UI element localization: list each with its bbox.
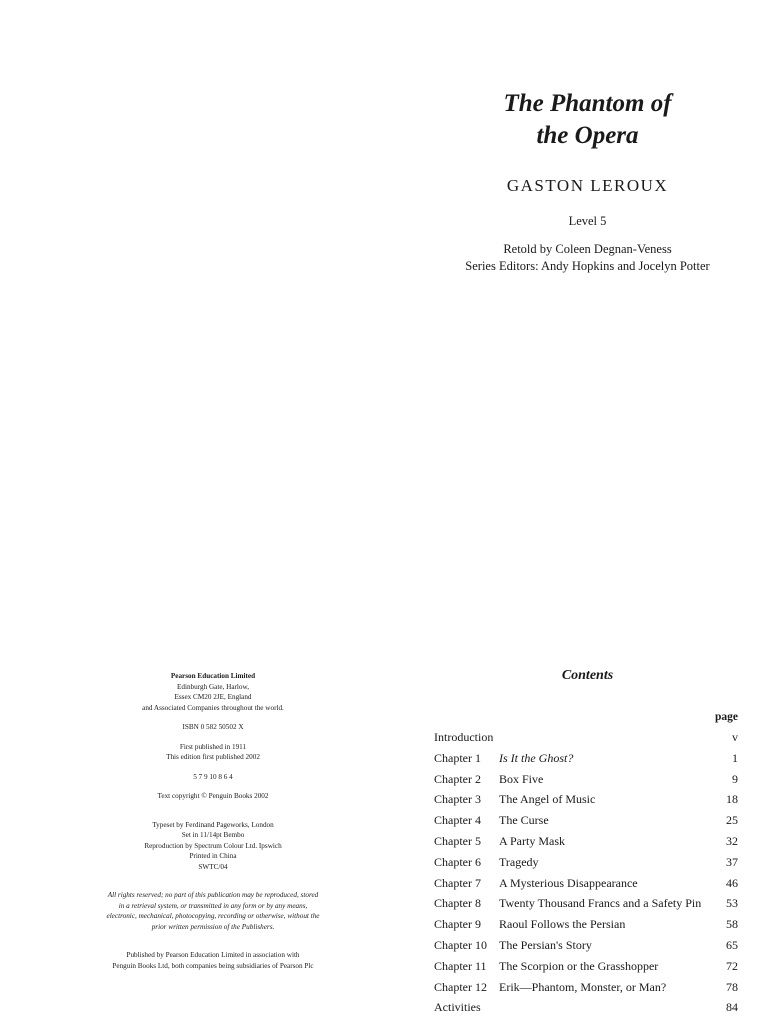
association-note: Penguin Books Ltd, both companies being subsidiaries of Pearson Plc [112, 961, 314, 970]
toc-chapter-title: The Angel of Music [499, 792, 596, 807]
printed-in: Printed in China [189, 852, 237, 860]
rights-line: All rights reserved; no part of this publication may be reproduced, stored [107, 891, 319, 899]
toc-entry-chapter-12 [434, 977, 738, 998]
toc-chapter-title: The Persian's Story [499, 937, 592, 952]
publisher-address-line: Edinburgh Gate, Harlow, [176, 682, 250, 691]
rights-line: electronic, mechanical, photocopying, recording or otherwise, without the [106, 912, 320, 920]
toc-page-number: v [732, 730, 738, 744]
toc-chapter-title: Box Five [499, 771, 544, 786]
toc-chapter-label: Chapter 5 [434, 833, 481, 848]
isbn: ISBN 0 582 50502 X [182, 723, 244, 731]
toc-chapter-title: Raoul Follows the Persian [499, 917, 626, 932]
series-editors: Series Editors: Andy Hopkins and Jocelyn Potter [465, 259, 710, 273]
toc-chapter-title: The Scorpion or the Grasshopper [499, 958, 659, 973]
toc-entry-chapter-7 [434, 873, 738, 894]
edition-note: This edition first published 2002 [166, 753, 260, 761]
toc-page-number: 65 [726, 937, 738, 952]
publisher-address-line: Essex CM20 2JE, England [174, 693, 252, 701]
toc-chapter-title: Erik—Phantom, Monster, or Man? [499, 979, 667, 994]
toc-page-number: 37 [726, 854, 738, 869]
toc-entry-chapter-11 [434, 956, 738, 977]
toc-chapter-title: A Party Mask [499, 833, 565, 848]
toc-entry-chapter-10 [434, 935, 738, 956]
title-page [440, 88, 735, 275]
reading-level: Level 5 [568, 214, 607, 228]
toc-entry-chapter-3 [434, 789, 738, 810]
toc-chapter-title: Tragedy [499, 854, 539, 869]
print-run: 5 7 9 10 8 6 4 [193, 772, 233, 781]
table-of-contents [434, 727, 738, 1018]
toc-page-number: 1 [732, 750, 738, 765]
copyright: Text copyright © Penguin Books 2002 [157, 792, 269, 800]
toc-page-number: 46 [726, 875, 738, 890]
toc-chapter-title: Twenty Thousand Francs and a Safety Pin [499, 896, 702, 911]
author-name: GASTON LEROUX [506, 176, 669, 195]
book-title-line-2: the Opera [536, 122, 639, 149]
toc-page-number: 18 [726, 792, 738, 807]
association-note: Published by Pearson Education Limited in association with [126, 951, 300, 959]
toc-page-number: 9 [732, 771, 738, 786]
imprint-block [88, 671, 338, 971]
toc-chapter-label: Introduction [434, 730, 494, 744]
print-code: SWTC/04 [198, 862, 228, 871]
rights-line: prior written permission of the Publishers. [151, 922, 275, 931]
toc-chapter-label: Chapter 1 [434, 750, 481, 765]
contents-heading: Contents [561, 668, 614, 683]
toc-page-number: 84 [726, 1000, 738, 1015]
toc-page-number: 78 [726, 979, 738, 994]
toc-chapter-title: The Curse [499, 813, 549, 828]
toc-chapter-label: Chapter 9 [434, 917, 481, 932]
retold-by: Retold by Coleen Degnan-Veness [503, 242, 672, 256]
toc-chapter-label: Chapter 7 [434, 875, 481, 890]
toc-chapter-label: Chapter 11 [434, 958, 487, 973]
toc-entry-chapter-2 [434, 769, 738, 790]
rights-notice [88, 890, 338, 932]
rights-line: in a retrieval system, or transmitted in any form or by any means, [118, 901, 308, 910]
typeface: Set in 11/14pt Bembo [181, 831, 245, 839]
toc-entry-activities [434, 997, 738, 1018]
toc-chapter-label: Chapter 6 [434, 854, 481, 869]
toc-chapter-title: A Mysterious Disappearance [499, 875, 638, 890]
toc-page-number: 72 [726, 958, 738, 973]
toc-entry-chapter-1 [434, 748, 738, 769]
toc-chapter-label: Chapter 12 [434, 979, 487, 994]
toc-page-number: 25 [726, 813, 738, 828]
toc-chapter-label: Chapter 2 [434, 771, 481, 786]
typeset-by: Typeset by Ferdinand Pageworks, London [152, 820, 274, 829]
toc-entry-chapter-8 [434, 893, 738, 914]
toc-page-number: 53 [726, 896, 738, 911]
publisher-name: Pearson Education Limited [170, 672, 256, 680]
book-title [440, 88, 735, 152]
toc-chapter-label: Activities [434, 1000, 481, 1015]
toc-entry-chapter-5 [434, 831, 738, 852]
toc-page-number: 58 [726, 917, 738, 932]
page-column-label: page [715, 711, 738, 723]
toc-page-number: 32 [726, 833, 738, 848]
toc-entry-chapter-9 [434, 914, 738, 935]
publisher-address-line: and Associated Companies throughout the world. [142, 703, 284, 712]
book-title-line-1: The Phantom of [503, 90, 672, 117]
first-published: First published in 1911 [179, 742, 247, 751]
toc-chapter-label: Chapter 10 [434, 937, 487, 952]
toc-entry-chapter-4 [434, 810, 738, 831]
toc-entry-chapter-6 [434, 852, 738, 873]
toc-chapter-label: Chapter 4 [434, 813, 481, 828]
toc-chapter-title: Is It the Ghost? [499, 750, 574, 765]
toc-entry-introduction [434, 727, 738, 748]
reproduction-by: Reproduction by Spectrum Colour Ltd. Ipswich [144, 841, 282, 850]
toc-chapter-label: Chapter 8 [434, 896, 481, 911]
toc-chapter-label: Chapter 3 [434, 792, 481, 807]
